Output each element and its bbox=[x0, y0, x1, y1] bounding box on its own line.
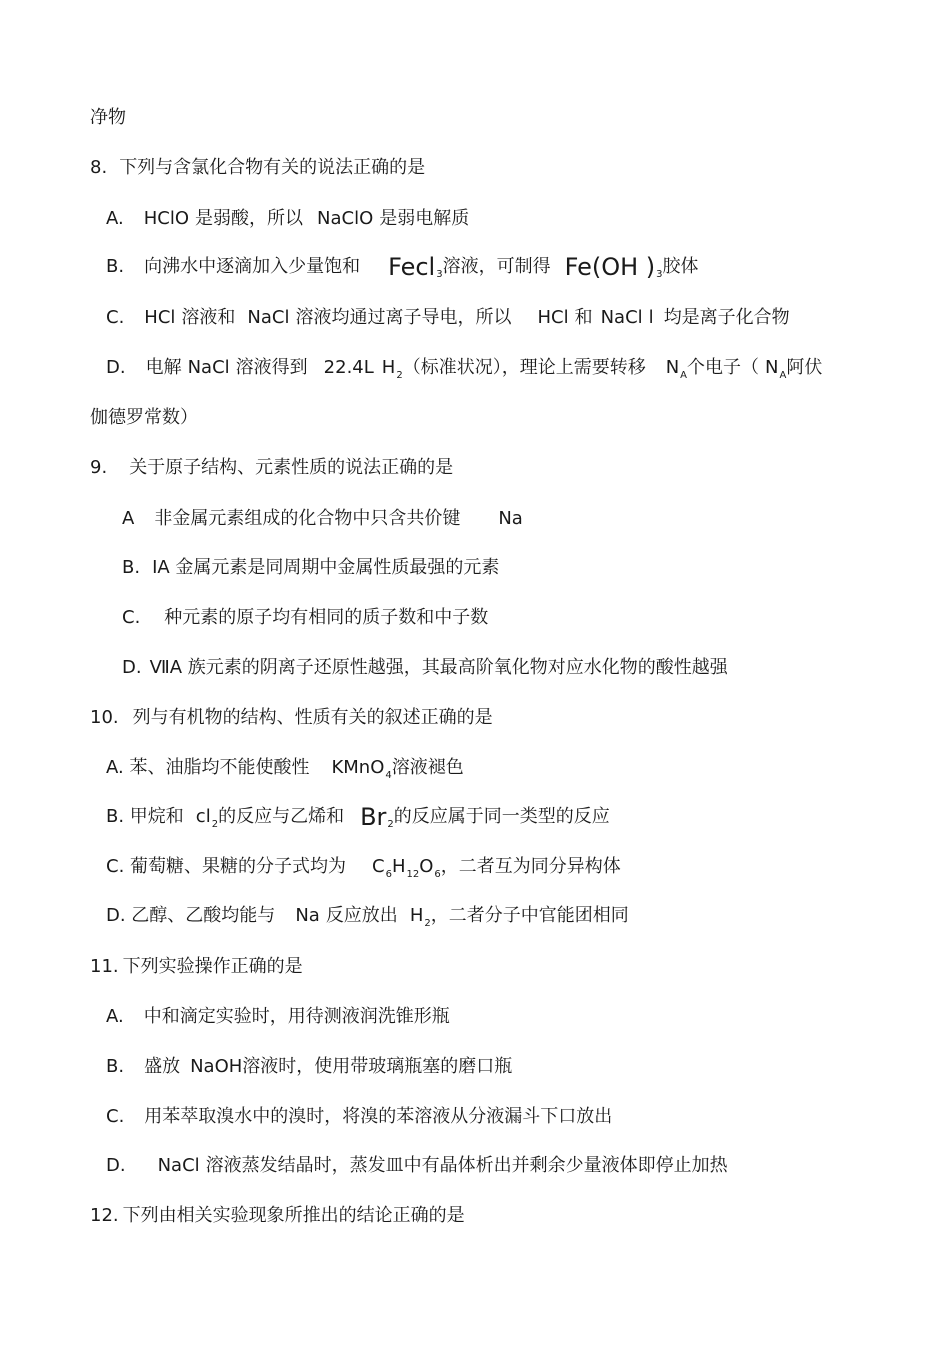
question-10-stem: 10. 列与有机物的结构、性质有关的叙述正确的是 bbox=[90, 707, 493, 728]
question-9-option-a: A 非金属元素组成的化合物中只含共价键 Na bbox=[122, 508, 523, 529]
question-8-option-b: B. 向沸水中逐滴加入少量饱和 Fecl$_3$溶液，可制得 Fe(OH )$_3$胶体 bbox=[106, 253, 699, 281]
question-10-option-b: B. 甲烷和 $cl_2$的反应与乙烯和 $Br_2$的反应属于同一类型的反应 bbox=[106, 803, 610, 831]
question-8-option-d: D. 电解 NaCl 溶液得到 22.4L $H_2$（标准状况），理论上需要转移 $N_A$个电子（ $N_A$阿伏 bbox=[106, 357, 823, 381]
question-11-option-b: B. 盛放 NaOH溶液时，使用带玻璃瓶塞的磨口瓶 bbox=[106, 1056, 513, 1077]
question-10-option-a: A. 苯、油脂均不能使酸性 KMnO$_4$溶液褪色 bbox=[106, 757, 464, 781]
question-9-option-b: B. ⅠA 金属元素是同周期中金属性质最强的元素 bbox=[122, 557, 500, 578]
question-11-option-a: A. 中和滴定实验时，用待测液润洗锥形瓶 bbox=[106, 1006, 450, 1027]
question-9-option-c: C. 种元素的原子均有相同的质子数和中子数 bbox=[122, 607, 489, 628]
question-10-option-d: D. 乙醇、乙酸均能与 Na 反应放出 $H_2$，二者分子中官能团相同 bbox=[106, 905, 629, 929]
question-8-option-a: A. HClO 是弱酸，所以 NaClO 是弱电解质 bbox=[106, 208, 470, 229]
question-9-stem: 9. 关于原子结构、元素性质的说法正确的是 bbox=[90, 457, 454, 478]
question-12-stem: 12. 下列由相关实验现象所推出的结论正确的是 bbox=[90, 1205, 465, 1226]
question-10-option-c: C. 葡萄糖、果糖的分子式均为 $C_6H_{12}O_6$，二者互为同分异构体 bbox=[106, 856, 621, 880]
question-8-stem: 8. 下列与含氯化合物有关的说法正确的是 bbox=[90, 157, 426, 178]
continued-text: 净物 bbox=[90, 107, 126, 128]
question-11-option-d: D. NaCl 溶液蒸发结晶时，蒸发皿中有晶体析出并剩余少量液体即停止加热 bbox=[106, 1155, 728, 1176]
question-11-stem: 11. 下列实验操作正确的是 bbox=[90, 956, 303, 977]
question-8-option-c: C. HCl 溶液和 NaCl 溶液均通过离子导电，所以 HCl 和 NaCl l 均是离子化合物 bbox=[106, 307, 790, 328]
question-11-option-c: C. 用苯萃取溴水中的溴时，将溴的苯溶液从分液漏斗下口放出 bbox=[106, 1106, 613, 1127]
question-8-option-d-continued: 伽德罗常数） bbox=[90, 407, 198, 428]
question-9-option-d: D. ⅦA 族元素的阴离子还原性越强，其最高阶氧化物对应水化物的酸性越强 bbox=[122, 657, 728, 678]
